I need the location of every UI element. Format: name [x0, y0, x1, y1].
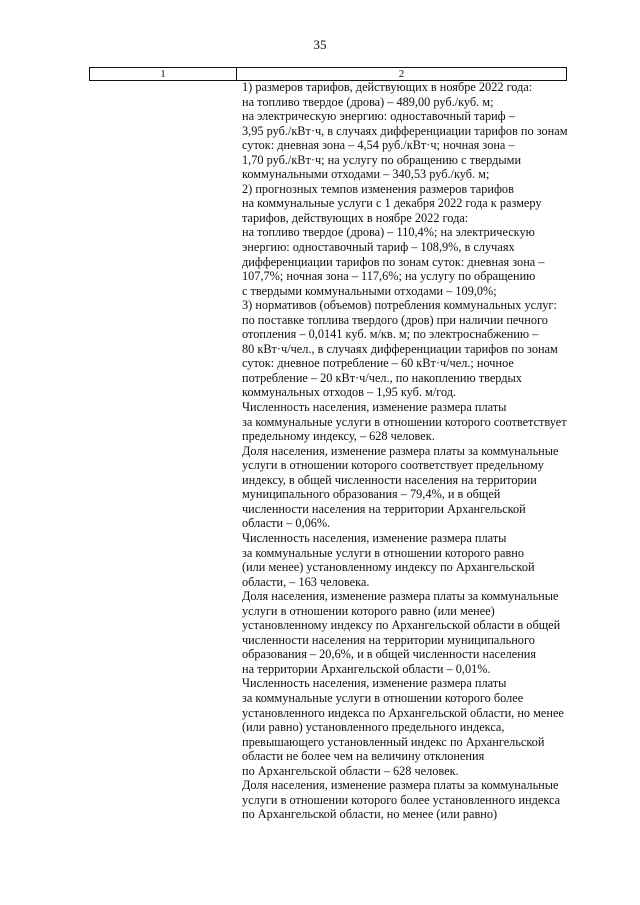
text-line: 3,95 руб./кВт·ч, в случаях дифференциации тарифов по зонам: [242, 123, 568, 138]
column-2-header: 2: [237, 68, 567, 81]
text-line: дифференциации тарифов по зонам суток: дневная зона –: [242, 254, 545, 269]
text-line: 80 кВт·ч/чел., в случаях дифференциации тарифов по зонам: [242, 341, 558, 356]
text-line: муниципального образования – 79,4%, и в общей: [242, 487, 501, 502]
text-line: коммунальными отходами – 340,53 руб./куб. м;: [242, 167, 490, 182]
text-line: численности населения на территории Архангельской: [242, 501, 526, 516]
text-line: Доля населения, изменение размера платы за коммунальные: [242, 778, 559, 793]
table-header-row: [90, 68, 567, 81]
text-line: установленному индексу по Архангельской области в общей: [242, 618, 561, 633]
text-line: (или равно) установленного предельного индекса,: [242, 720, 505, 735]
text-line: за коммунальные услуги в отношении которого равно: [242, 545, 525, 560]
text-line: 3) нормативов (объемов) потребления коммунальных услуг:: [242, 298, 557, 313]
text-line: услуги в отношении которого более установленного индекса: [242, 792, 561, 807]
text-line: области не более чем на величину отклонения: [242, 749, 485, 764]
text-line: по поставке топлива твердого (дров) при наличии печного: [242, 312, 548, 327]
column-header-table: [89, 67, 567, 81]
text-line: с твердыми коммунальными отходами – 109,0%;: [242, 283, 497, 298]
text-line: коммунальных отходов – 1,95 куб. м/год.: [242, 385, 457, 400]
column-1-header: 1: [90, 68, 237, 81]
text-line: на территории Архангельской области – 0,01%.: [242, 661, 491, 676]
text-line: индексу, в общей численности населения на территории: [242, 472, 537, 487]
text-line: отопления – 0,0141 куб. м/кв. м; по электроснабжению –: [242, 327, 539, 342]
text-line: за коммунальные услуги в отношении которого более: [242, 690, 524, 705]
text-line: потребление – 20 кВт·ч/чел., по накоплению твердых: [242, 370, 522, 385]
text-line: области, – 163 человека.: [242, 574, 370, 589]
text-line: предельному индексу, – 628 человек.: [242, 429, 435, 444]
text-line: тарифов, действующих в ноябре 2022 года:: [242, 210, 469, 225]
text-line: превышающего установленный индекс по Архангельской: [242, 734, 545, 749]
text-line: услуги в отношении которого равно (или менее): [242, 603, 495, 618]
text-line: Численность населения, изменение размера платы: [242, 400, 507, 415]
text-line: энергию: одноставочный тариф – 108,9%, в случаях: [242, 240, 515, 255]
text-line: суток: дневная зона – 4,54 руб./кВт·ч; ночная зона –: [242, 138, 515, 153]
text-line: суток: дневное потребление – 60 кВт·ч/чел.; ночное: [242, 356, 514, 371]
text-line: (или менее) установленному индексу по Архангельской: [242, 560, 535, 575]
page-number: 35: [313, 37, 327, 52]
text-line: образования – 20,6%, и в общей численности населения: [242, 647, 537, 662]
text-line: Численность населения, изменение размера платы: [242, 530, 507, 545]
text-line: на топливо твердое (дрова) – 489,00 руб./куб. м;: [242, 94, 494, 109]
text-line: 2) прогнозных темпов изменения размеров тарифов: [242, 181, 514, 196]
text-line: на электрическую энергию: одноставочный тариф –: [242, 109, 515, 124]
text-line: по Архангельской области – 628 человек.: [242, 763, 459, 778]
text-line: за коммунальные услуги в отношении которого соответствует: [242, 414, 567, 429]
text-line: 107,7%; ночная зона – 117,6%; на услугу по обращению: [242, 269, 536, 284]
document-text-column: [242, 80, 592, 822]
text-line: 1) размеров тарифов, действующих в ноябре 2022 года:: [242, 80, 533, 94]
text-line: Доля населения, изменение размера платы за коммунальные: [242, 589, 559, 604]
text-line: услуги в отношении которого соответствует предельному: [242, 458, 544, 473]
text-line: по Архангельской области, но менее (или равно): [242, 807, 498, 822]
text-line: на топливо твердое (дрова) – 110,4%; на электрическую: [242, 225, 535, 240]
text-line: численности населения на территории муниципального: [242, 632, 535, 647]
text-line: Доля населения, изменение размера платы за коммунальные: [242, 443, 559, 458]
text-line: 1,70 руб./кВт·ч; на услугу по обращению с твердыми: [242, 152, 522, 167]
text-line: области – 0,06%.: [242, 516, 331, 531]
text-line: на коммунальные услуги с 1 декабря 2022 года к размеру: [242, 196, 542, 211]
text-line: установленного индекса по Архангельской области, но менее: [242, 705, 564, 720]
text-line: Численность населения, изменение размера платы: [242, 676, 507, 691]
